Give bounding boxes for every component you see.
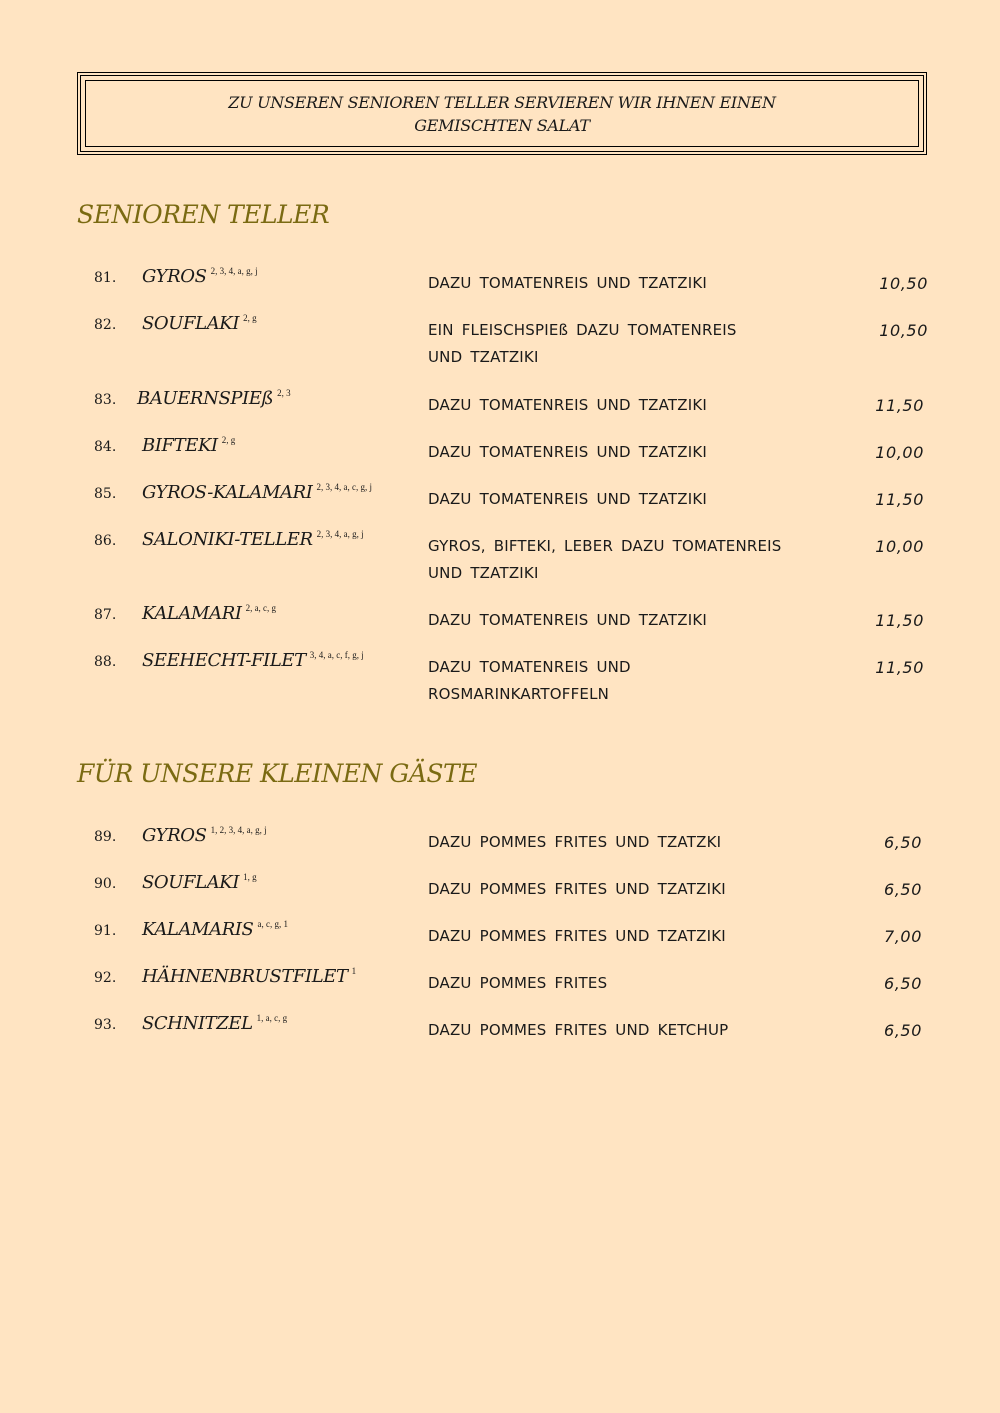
menu-item xyxy=(0,266,1000,310)
item-price: 10,50 xyxy=(879,321,928,340)
item-number: 83. xyxy=(94,392,117,408)
item-number: 92. xyxy=(94,970,117,986)
item-number: 84. xyxy=(94,439,117,455)
allergen-codes: 2, a, c, g xyxy=(245,603,277,613)
menu-item xyxy=(0,388,1000,432)
allergen-codes: 2, 3, 4, a, g, j xyxy=(210,266,258,276)
item-description: DAZU TOMATENREIS UND TZATZIKI xyxy=(428,611,708,629)
menu-item xyxy=(0,482,1000,526)
item-description: DAZU POMMES FRITES UND TZATZKI xyxy=(428,833,722,851)
allergen-codes: 2, g xyxy=(243,313,257,323)
item-number: 85. xyxy=(94,486,117,502)
item-name: KALAMARI $^{2, a, c, g}$ xyxy=(142,603,277,624)
item-number: 90. xyxy=(94,876,117,892)
item-name: SEEHECHT-FILET $^{3, 4, a, c, f, g, j}$ xyxy=(142,650,364,671)
item-number: 91. xyxy=(94,923,117,939)
item-description: GYROS, BIFTEKI, LEBER DAZU TOMATENREIS UND TZATZIKI xyxy=(428,537,782,582)
item-price: 7,00 xyxy=(883,927,922,946)
menu-item xyxy=(0,313,1000,366)
item-number: 93. xyxy=(94,1017,117,1033)
item-name: SOUFLAKI $^{1, g}$ xyxy=(142,872,257,893)
item-description: DAZU TOMATENREIS UND ROSMARINKARTOFFELN xyxy=(428,658,631,703)
item-description: DAZU TOMATENREIS UND TZATZIKI xyxy=(428,396,708,414)
item-price: 6,50 xyxy=(883,1021,922,1040)
item-price: 10,00 xyxy=(875,443,924,462)
item-name: GYROS $^{1, 2, 3, 4, a, g, j}$ xyxy=(142,825,267,846)
item-price: 10,00 xyxy=(875,537,924,556)
item-name: BAUERNSPIEß $^{2, 3}$ xyxy=(137,388,291,409)
item-description: EIN FLEISCHSPIEß DAZU TOMATENREIS UND TZATZIKI xyxy=(428,321,737,366)
allergen-codes: 1, 2, 3, 4, a, g, j xyxy=(210,825,267,835)
section-title-kleine-gaeste: FÜR UNSERE KLEINEN GÄSTE xyxy=(77,759,477,788)
allergen-codes: 3, 4, a, c, f, g, j xyxy=(309,650,364,660)
menu-item xyxy=(0,872,1000,916)
section-title-senioren: SENIOREN TELLER xyxy=(77,200,330,229)
menu-item xyxy=(0,919,1000,963)
item-description: DAZU POMMES FRITES xyxy=(428,974,608,992)
allergen-codes: a, c, g, 1 xyxy=(257,919,288,929)
allergen-codes: 1, g xyxy=(243,872,257,882)
item-description: DAZU POMMES FRITES UND KETCHUP xyxy=(428,1021,729,1039)
item-price: 6,50 xyxy=(883,880,922,899)
allergen-codes: 1 xyxy=(351,966,357,976)
item-number: 86. xyxy=(94,533,117,549)
menu-item xyxy=(0,1013,1000,1057)
item-name: GYROS $^{2, 3, 4, a, g, j}$ xyxy=(142,266,258,287)
menu-item xyxy=(0,650,1000,703)
allergen-codes: 2, 3 xyxy=(277,388,291,398)
item-name: KALAMARIS $^{a, c, g, 1}$ xyxy=(142,919,288,940)
item-price: 11,50 xyxy=(875,490,924,509)
allergen-codes: 2, 3, 4, a, g, j xyxy=(316,529,364,539)
menu-item xyxy=(0,435,1000,479)
notice-line-2: GEMISCHTEN SALAT xyxy=(414,115,590,135)
salad-notice-box xyxy=(77,72,927,155)
item-name: GYROS-KALAMARI $^{2, 3, 4, a, c, g, j}$ xyxy=(142,482,372,503)
item-description: DAZU POMMES FRITES UND TZATZIKI xyxy=(428,927,726,945)
menu-item xyxy=(0,966,1000,1010)
item-description: DAZU TOMATENREIS UND TZATZIKI xyxy=(428,490,708,508)
allergen-codes: 2, 3, 4, a, c, g, j xyxy=(316,482,372,492)
allergen-codes: 2, g xyxy=(221,435,236,445)
item-price: 11,50 xyxy=(875,658,924,677)
item-price: 11,50 xyxy=(875,611,924,630)
item-description: DAZU TOMATENREIS UND TZATZIKI xyxy=(428,274,708,292)
item-number: 89. xyxy=(94,829,117,845)
item-price: 11,50 xyxy=(875,396,924,415)
item-name: SALONIKI-TELLER $^{2, 3, 4, a, g, j}$ xyxy=(142,529,364,550)
item-name: BIFTEKI $^{2, g}$ xyxy=(142,435,236,456)
item-price: 6,50 xyxy=(883,833,922,852)
item-number: 82. xyxy=(94,317,117,333)
item-price: 10,50 xyxy=(879,274,928,293)
item-description: DAZU TOMATENREIS UND TZATZIKI xyxy=(428,443,708,461)
menu-item xyxy=(0,603,1000,647)
menu-item xyxy=(0,825,1000,869)
menu-item xyxy=(0,529,1000,582)
item-name: SOUFLAKI $^{2, g}$ xyxy=(142,313,257,334)
item-name: SCHNITZEL $^{1, a, c, g}$ xyxy=(142,1013,288,1034)
item-price: 6,50 xyxy=(883,974,922,993)
item-name: HÄHNENBRUSTFILET $^1$ xyxy=(142,966,357,987)
allergen-codes: 1, a, c, g xyxy=(256,1013,288,1023)
notice-line-1: ZU UNSEREN SENIOREN TELLER SERVIEREN WIR IHNEN EINEN xyxy=(228,92,776,112)
item-number: 88. xyxy=(94,654,117,670)
item-description: DAZU POMMES FRITES UND TZATZIKI xyxy=(428,880,726,898)
item-number: 87. xyxy=(94,607,117,623)
item-number: 81. xyxy=(94,270,117,286)
